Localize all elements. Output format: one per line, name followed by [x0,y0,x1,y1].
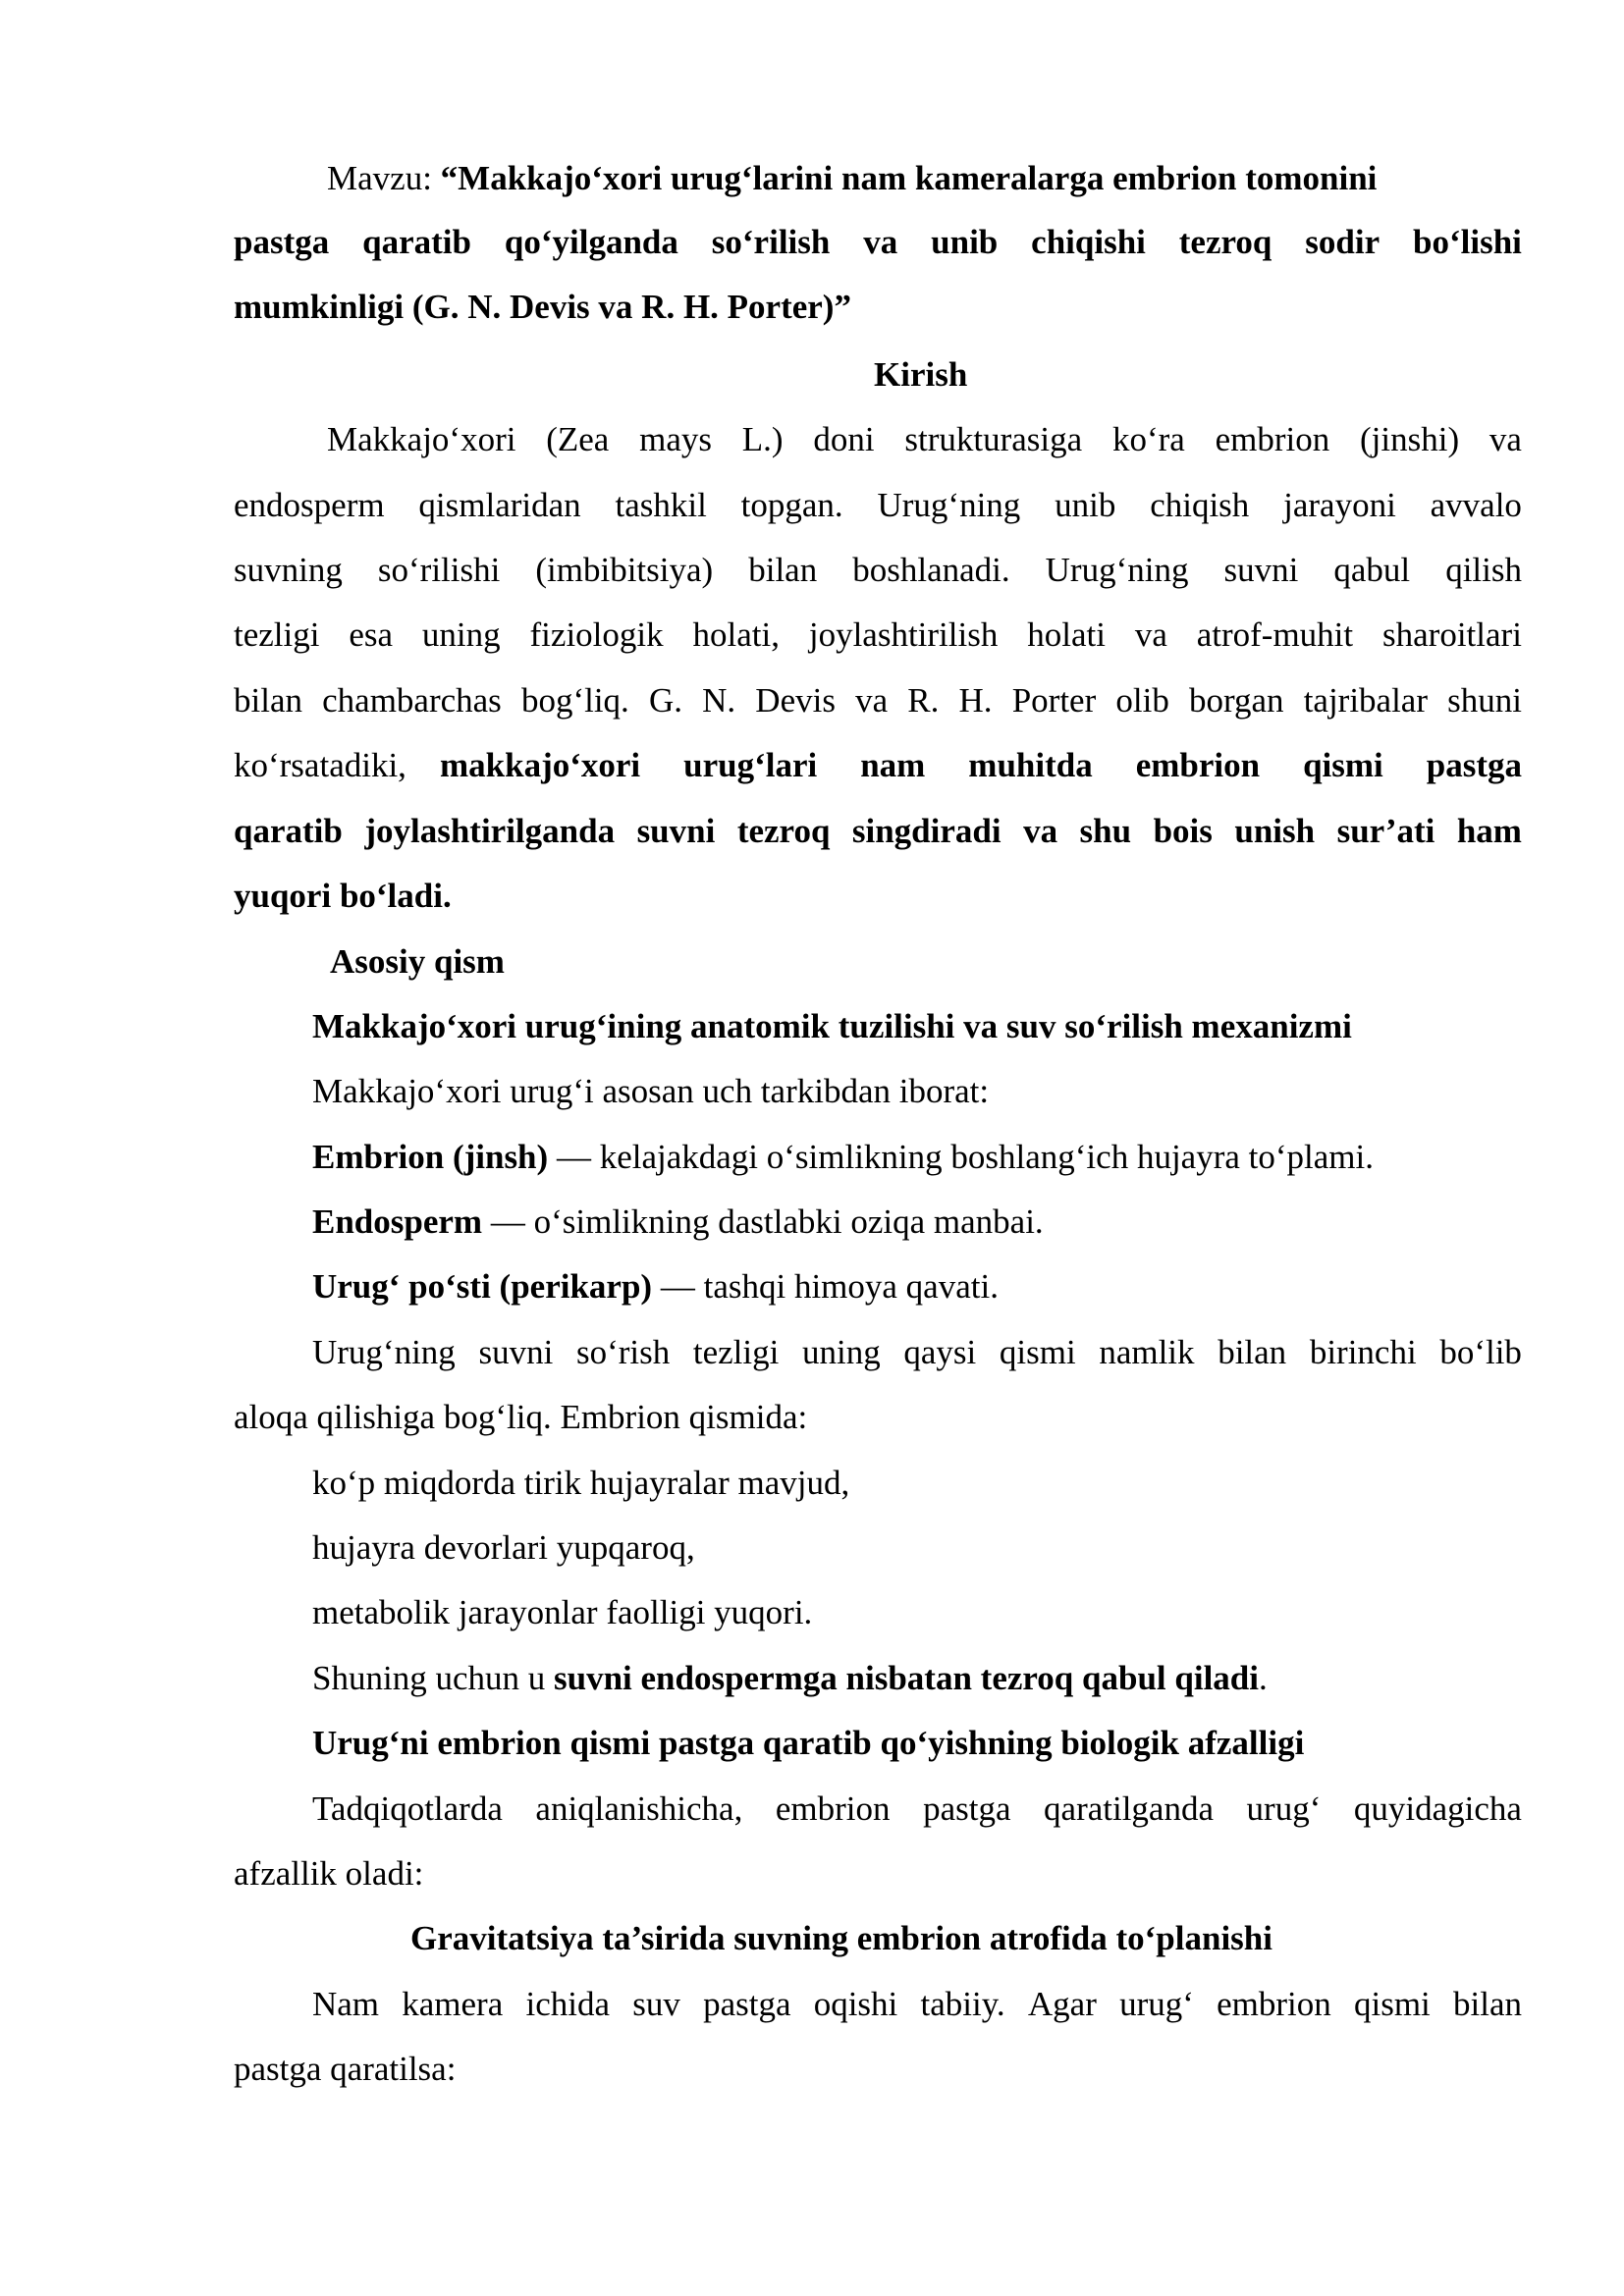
word: esa [349,615,394,654]
paragraph-3-end: . [1259,1659,1268,1697]
item-endosperm [312,1204,1044,1239]
word: urug‘ [1119,1985,1194,2023]
word: uning [421,615,501,654]
word: qilish [1445,551,1522,589]
word: bo‘lib [1439,1333,1522,1371]
item-embryo-term: Embrion (jinsh) [312,1138,549,1176]
word: tashkil [615,486,707,524]
word: tezroq [1178,223,1272,261]
word: nam [860,746,926,784]
intro-paragraph-line-6 [234,748,1522,782]
word: kamera [402,1985,504,2023]
word: so‘rish [575,1333,671,1371]
word: pastga [923,1789,1011,1828]
title-line-2 [234,225,1522,259]
word: Urug‘ning [877,486,1021,524]
word: Tadqiqotlarda [312,1789,503,1828]
word: fiziologik [529,615,664,654]
title-line-1 [327,161,1377,195]
word: endosperm [234,486,385,524]
composition-line: Makkajo‘xori urug‘i asosan uch tarkibdan iborat: [312,1072,990,1110]
word: makkajo‘xori [440,746,641,784]
word: qo‘yilganda [504,223,678,261]
main-heading: Asosiy qism [330,942,505,981]
word: joylashtirilganda [364,812,616,850]
word: shuni [1447,681,1522,720]
word: ko‘ra [1111,420,1185,458]
word: holati, [692,615,780,654]
word: Porter [1011,681,1097,720]
word: qismi [1353,1985,1431,2023]
paragraph-3-bold: suvni endospermga nisbatan tezroq qabul qiladi [553,1659,1259,1697]
word: tezligi [234,615,320,654]
list-item-2: hujayra devorlari yupqaroq, [312,1528,695,1567]
word: Nam [312,1985,380,2023]
word: doni [813,420,875,458]
word: chiqishi [1031,223,1146,261]
word: Devis [755,681,836,720]
word: strukturasiga [904,420,1083,458]
word: G. [648,681,682,720]
intro-paragraph-line-5 [234,683,1522,718]
intro-paragraph-line-8: yuqori bo‘ladi. [234,877,452,915]
word: qaratilganda [1044,1789,1214,1828]
word: chambarchas [322,681,502,720]
word: pastga [1426,746,1522,784]
word: qaysi [903,1333,977,1371]
word: va [1023,812,1058,850]
paragraph-2-line-1 [312,1335,1522,1369]
intro-paragraph-line-7 [234,814,1522,848]
intro-heading: Kirish [874,355,968,394]
subheading-gravity: Gravitatsiya ta’sirida suvning embrion atrofida to‘planishi [410,1919,1272,1957]
item-embryo-desc: — kelajakdagi o‘simlikning boshlang‘ich hujayra to‘plami. [548,1138,1374,1176]
word: unib [1055,486,1116,524]
word: topgan. [740,486,843,524]
word: bilan [748,551,818,589]
word: so‘rilishi [377,551,501,589]
word: qismi [1303,746,1383,784]
word: tezroq [736,812,831,850]
word: aniqlanishicha, [535,1789,743,1828]
intro-line-6-bold [440,748,1522,782]
word: suvni [636,812,716,850]
item-endosperm-term: Endosperm [312,1202,483,1241]
word: qaratib [234,812,343,850]
list-item-3: metabolik jarayonlar faolligi yuqori. [312,1593,813,1631]
word: R. [907,681,940,720]
intro-paragraph-line-3 [234,553,1522,587]
word: va [1489,420,1522,458]
word: bog‘liq. [520,681,629,720]
word: H. [958,681,993,720]
word: tajribalar [1303,681,1428,720]
paragraph-3-normal: Shuning uchun u [312,1659,554,1697]
word: bois [1153,812,1213,850]
word: qismlaridan [418,486,581,524]
intro-line-6-normal: ko‘rsatadiki, [234,746,406,784]
item-pericarp-desc: — tashqi himoya qavati. [652,1267,999,1306]
paragraph-4-line-2: afzallik oladi: [234,1854,424,1893]
word: Urug‘ning [1045,551,1189,589]
word: sodir [1305,223,1380,261]
word: Agar [1027,1985,1097,2023]
word: mays [639,420,713,458]
word: uning [801,1333,881,1371]
word: (imbibitsiya) [535,551,714,589]
word: holati [1027,615,1106,654]
word: urug‘ [1246,1789,1322,1828]
list-item-1: ko‘p miqdorda tirik hujayralar mavjud, [312,1464,850,1502]
word: chiqish [1150,486,1250,524]
word: unish [1234,812,1316,850]
word: pastga [234,223,330,261]
word: so‘rilish [711,223,831,261]
word: bo‘lishi [1413,223,1522,261]
word: va [863,223,898,261]
word: qismi [999,1333,1076,1371]
word: L.) [741,420,784,458]
word: N. [702,681,736,720]
word: boshlanadi. [852,551,1010,589]
word: qaratib [362,223,471,261]
word: tezligi [692,1333,780,1371]
word: va [1134,615,1167,654]
word: namlik [1099,1333,1195,1371]
paragraph-5-line-2: pastga qaratilsa: [234,2050,457,2088]
word: olib [1115,681,1169,720]
word: suvni [1223,551,1299,589]
intro-paragraph-line-4 [234,617,1522,652]
word: ichida [525,1985,610,2023]
word: tabiiy. [920,1985,1005,2023]
word: va [855,681,889,720]
word: embrion [1217,1985,1331,2023]
item-pericarp-term: Urug‘ po‘sti (perikarp) [312,1267,653,1306]
word: qabul [1333,551,1411,589]
word: bilan [1218,1333,1287,1371]
word: atrof-muhit [1196,615,1354,654]
word: oqishi [813,1985,898,2023]
title-prefix: Mavzu: [327,159,441,197]
word: embrion [1135,746,1261,784]
word: Urug‘ning [312,1333,456,1371]
word: embrion [775,1789,891,1828]
word: (jinshi) [1360,420,1460,458]
word: bilan [234,681,302,720]
word: bilan [1453,1985,1522,2023]
word: singdiradi [851,812,1001,850]
word: avvalo [1430,486,1522,524]
word: sharoitlari [1382,615,1522,654]
word: (Zea [546,420,610,458]
intro-paragraph-line-2 [234,488,1522,522]
subheading-anatomy: Makkajo‘xori urug‘ining anatomik tuzilishi va suv so‘rilish mexanizmi [312,1007,1352,1045]
intro-paragraph-line-1 [327,422,1522,456]
word: jarayoni [1283,486,1396,524]
word: joylashtirilish [808,615,999,654]
paragraph-3 [312,1661,1268,1695]
title-line-3: mumkinligi (G. N. Devis va R. H. Porter)” [234,288,851,326]
paragraph-2-line-2: aloqa qilishiga bog‘liq. Embrion qismida: [234,1398,808,1436]
word: muhitda [968,746,1093,784]
word: embrion [1215,420,1330,458]
title-text-1: “Makkajo‘xori urug‘larini nam kameralarga embrion tomonini [440,159,1378,197]
word: suv [632,1985,680,2023]
word: Makkajo‘xori [327,420,516,458]
subheading-advantage: Urug‘ni embrion qismi pastga qaratib qo‘yishning biologik afzalligi [312,1724,1305,1762]
paragraph-4-line-1 [312,1791,1522,1826]
word: suvning [234,551,343,589]
word: borgan [1188,681,1284,720]
item-endosperm-desc: — o‘simlikning dastlabki oziqa manbai. [482,1202,1044,1241]
word: pastga [703,1985,791,2023]
word: urug‘lari [683,746,818,784]
word: unib [931,223,999,261]
word: birinchi [1309,1333,1417,1371]
word: shu [1079,812,1132,850]
word: suvni [478,1333,554,1371]
word: quyidagicha [1353,1789,1522,1828]
word: ham [1456,812,1522,850]
item-embryo [312,1140,1374,1174]
paragraph-5-line-1 [312,1987,1522,2021]
word: sur’ati [1336,812,1435,850]
item-pericarp [312,1269,999,1304]
